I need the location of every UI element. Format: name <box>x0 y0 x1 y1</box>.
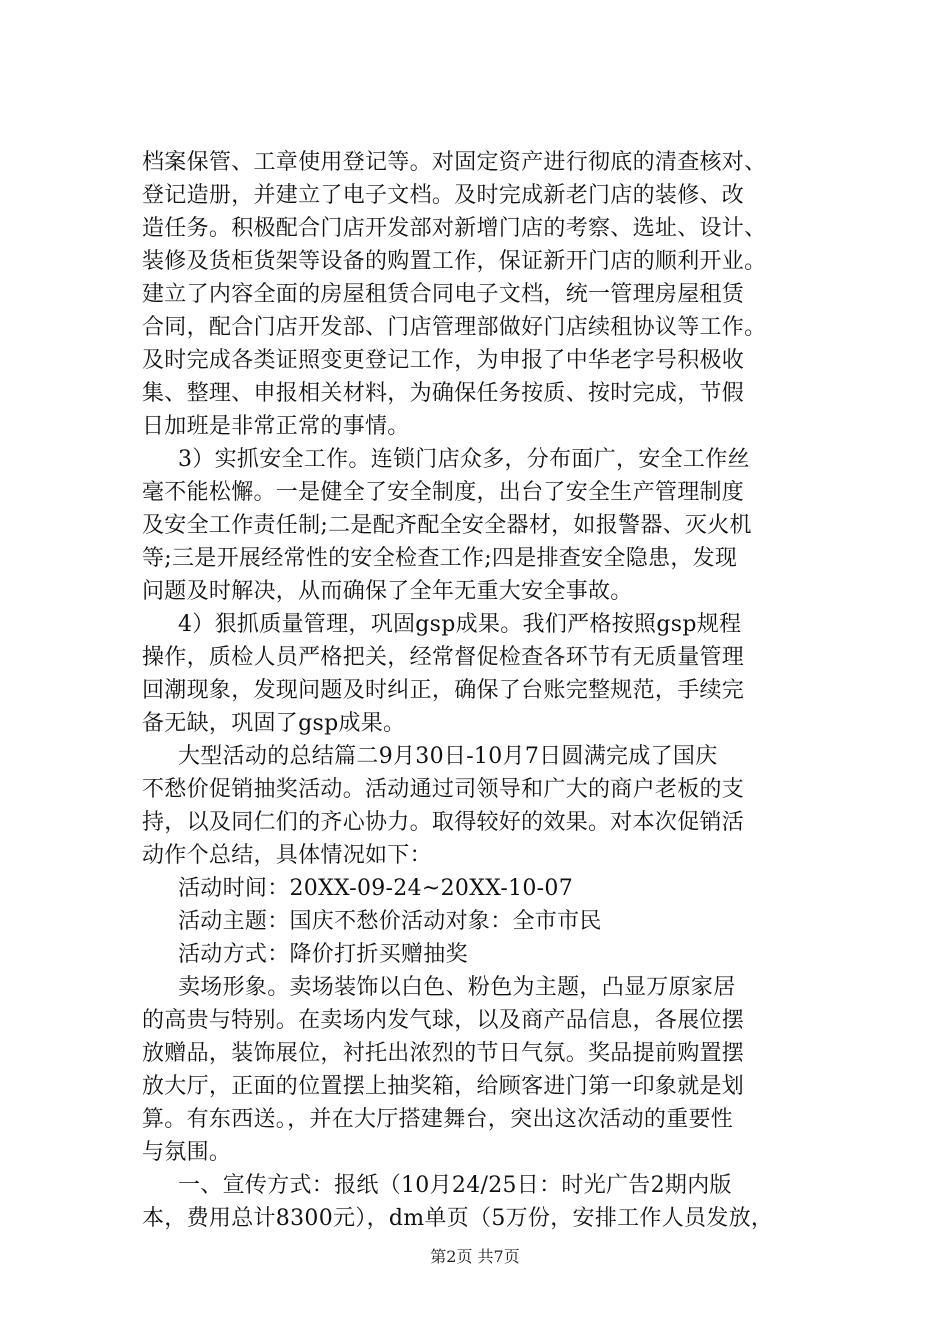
text-line: 问题及时解决，从而确保了全年无重大安全事故。 <box>142 579 633 604</box>
text-line: 建立了内容全面的房屋租赁合同电子文档，统一管理房屋租赁 <box>142 282 745 307</box>
text-line: 操作，质检人员严格把关，经常督促检查各环节有无质量管理 <box>142 645 745 670</box>
text-line: 登记造册，并建立了电子文档。及时完成新老门店的装修、改 <box>142 183 745 208</box>
text-line: 等;三是开展经常性的安全检查工作;四是排查安全隐患，发现 <box>142 546 738 571</box>
text-line: 大型活动的总结篇二9月30日-10月7日圆满完成了国庆 <box>178 744 718 769</box>
text-line: 4）狠抓质量管理，巩固gsp成果。我们严格按照gsp规程 <box>178 612 742 637</box>
text-line: 的高贵与特别。在卖场内发气球，以及商产品信息，各展位摆 <box>142 1008 745 1033</box>
text-line: 3）实抓安全工作。连锁门店众多，分布面广，安全工作丝 <box>178 447 750 472</box>
text-line: 及安全工作责任制;二是配齐配全安全器材，如报警器、灭火机 <box>142 513 752 538</box>
text-line: 算。有东西送。，并在大厅搭建舞台，突出这次活动的重要性 <box>142 1107 734 1132</box>
text-line: 活动时间：20XX-09-24~20XX-10-07 <box>178 876 574 901</box>
text-line: 放大厅，正面的位置摆上抽奖箱，给顾客进门第一印象就是划 <box>142 1074 745 1099</box>
text-line: 装修及货柜货架等设备的购置工作，保证新开门店的顺利开业。 <box>142 249 767 274</box>
text-line: 档案保管、工章使用登记等。对固定资产进行彻底的清查核对、 <box>142 150 767 175</box>
text-line: 备无缺，巩固了gsp成果。 <box>142 711 406 736</box>
text-line: 持，以及同仁们的齐心协力。取得较好的效果。对本次促销活 <box>142 810 745 835</box>
text-line: 合同，配合门店开发部、门店管理部做好门店续租协议等工作。 <box>142 315 767 340</box>
text-line: 与氛围。 <box>142 1140 232 1165</box>
text-line: 放赠品，装饰展位，衬托出浓烈的节日气氛。奖品提前购置摆 <box>142 1041 745 1066</box>
text-line: 及时完成各类证照变更登记工作，为申报了中华老字号积极收 <box>142 348 745 373</box>
text-line: 动作个总结，具体情况如下： <box>142 843 432 868</box>
page-footer: 第2页 共7页 <box>430 1247 520 1266</box>
text-line: 集、整理、申报相关材料，为确保任务按质、按时完成，节假 <box>142 381 745 406</box>
text-line: 毫不能松懈。一是健全了安全制度，出台了安全生产管理制度 <box>142 480 745 505</box>
text-line: 日加班是非常正常的事情。 <box>142 414 410 439</box>
text-line: 造任务。积极配合门店开发部对新增门店的考察、选址、设计、 <box>142 216 767 241</box>
document-body <box>142 146 842 1235</box>
text-line: 活动主题：国庆不愁价活动对象：全市市民 <box>178 909 602 934</box>
text-line: 一、宣传方式：报纸（10月24/25日：时光广告2期内版 <box>178 1173 732 1198</box>
text-line: 活动方式：降价打折买赠抽奖 <box>178 942 468 967</box>
text-line: 回潮现象，发现问题及时纠正，确保了台账完整规范，手续完 <box>142 678 745 703</box>
text-line: 不愁价促销抽奖活动。活动通过司领导和广大的商户老板的支 <box>142 777 745 802</box>
text-line: 本，费用总计8300元），dm单页（5万份，安排工作人员发放， <box>142 1206 774 1231</box>
text-line: 卖场形象。卖场装饰以白色、粉色为主题，凸显万原家居 <box>178 975 736 1000</box>
